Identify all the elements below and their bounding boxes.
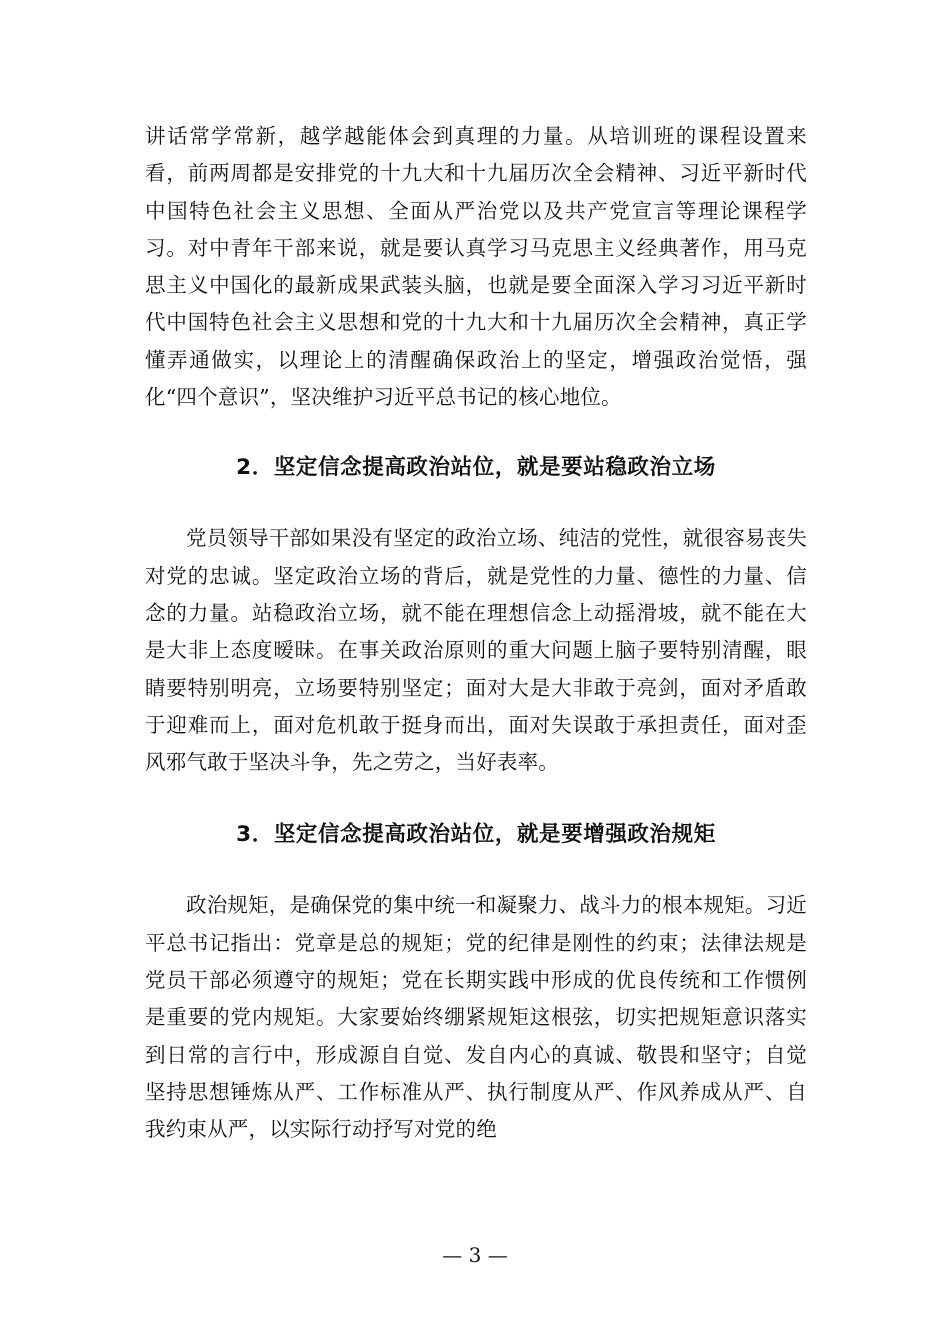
page-number: — 3 — xyxy=(442,1243,508,1267)
paragraph-continuation: 讲话常学常新，越学越能体会到真理的力量。从培训班的课程设置来看，前两周都是安排党的十九大和十九届历次全会精神、习近平新时代中国特色社会主义思想、全面从严治党以及共产党宣言等理论课程学习。对中青年干部来说，就是要认真学习马克思主义经典著作，用马克思主义中国化的最新成果武装头脑，也就是要全面深入学习习近平新时代中国特色社会主义思想和党的十九大和十九届历次全会精神，真正学懂弄通做实，以理论上的清醒确保政治上的坚定，增强政治觉悟，强化“四个意识”，坚决维护习近平总书记的核心地位。 xyxy=(145,124,807,410)
document-body xyxy=(145,118,807,1149)
paragraph-political-stance: 党员领导干部如果没有坚定的政治立场、纯洁的党性，就很容易丧失对党的忠诚。坚定政治立场的背后，就是党性的力量、德性的力量、信念的力量。站稳政治立场，就不能在理想信念上动摇滑坡，就不能在大是大非上态度暧昧。在事关政治原则的重大问题上脑子要特别清醒，眼睛要特别明亮，立场要特别坚定；面对大是大非敢于亮剑，面对矛盾敢于迎难而上，面对危机敢于挺身而出，面对失误敢于承担责任，面对歪风邪气敢于坚决斗争，先之劳之，当好表率。 xyxy=(145,526,807,775)
paragraph-political-rules: 政治规矩，是确保党的集中统一和凝聚力、战斗力的根本规矩。习近平总书记指出：党章是总的规矩；党的纪律是刚性的约束；法律法规是党员干部必须遵守的规矩；党在长期实践中形成的优良传统和工作惯例是重要的党内规矩。大家要始终绷紧规矩这根弦，切实把规矩意识落实到日常的言行中，形成源自自觉、发自内心的真诚、敬畏和坚守；自觉坚持思想锤炼从严、工作标准从严、执行制度从严、作风养成从严、自我约束从严，以实际行动抒写对党的绝 xyxy=(145,893,807,1142)
section-heading-2: 2．坚定信念提高政治站位，就是要站稳政治立场 xyxy=(236,455,716,481)
section-heading-3: 3．坚定信念提高政治站位，就是要增强政治规矩 xyxy=(236,822,716,848)
